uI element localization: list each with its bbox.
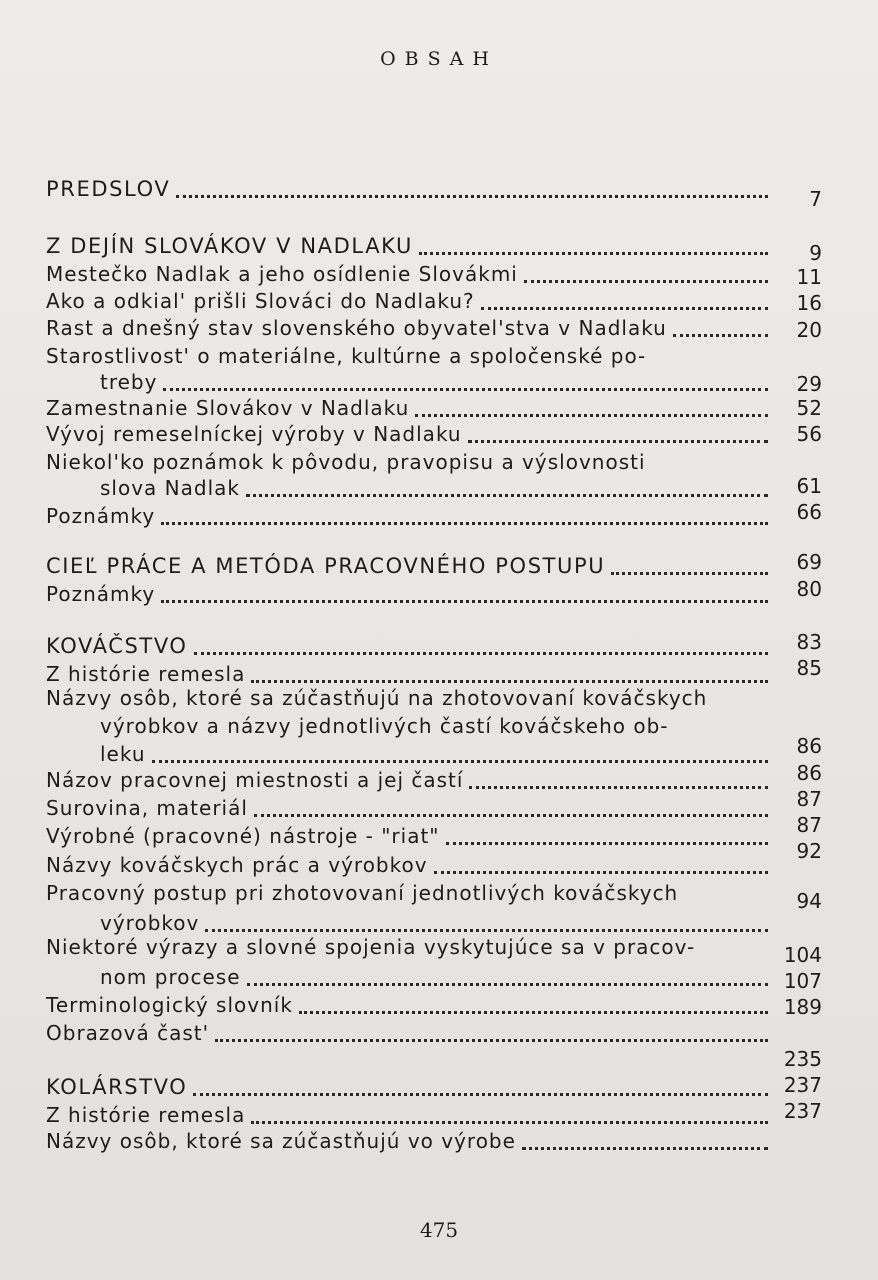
toc-entry bbox=[100, 964, 768, 990]
toc-entry bbox=[46, 1020, 768, 1046]
toc-entry: Niektoré výrazy a slovné spojenia vyskytujúce sa v pracov- bbox=[46, 935, 696, 959]
toc-section-heading bbox=[46, 1074, 768, 1100]
dot-leader bbox=[161, 592, 768, 603]
dot-leader bbox=[215, 1031, 768, 1042]
toc-entry-title: Zamestnanie Slovákov v Nadlaku bbox=[46, 396, 410, 420]
toc-entry-title: Rast a dnešný stav slovenského obyvatel'stva v Nadlaku bbox=[46, 316, 667, 340]
toc-entry-title: Názvy kováčskych prác a výrobkov bbox=[46, 853, 428, 877]
toc-entry-title: treby bbox=[100, 370, 158, 394]
toc-entry bbox=[46, 315, 768, 341]
toc-page-number: 20 bbox=[796, 318, 822, 342]
toc-page-number: 237 bbox=[783, 1099, 822, 1123]
toc-page-number: 9 bbox=[809, 241, 822, 265]
toc-entry-title: Z histórie remesla bbox=[46, 662, 246, 686]
toc-page-number: 16 bbox=[796, 291, 822, 315]
toc-entry bbox=[100, 741, 768, 767]
toc-section-heading bbox=[46, 553, 768, 579]
page-title: OBSAH bbox=[380, 48, 498, 70]
toc-entry bbox=[46, 581, 768, 607]
toc-page-number: 69 bbox=[796, 550, 822, 574]
toc-page-number: 87 bbox=[796, 787, 822, 811]
toc-entry bbox=[46, 261, 768, 287]
toc-page-number: 66 bbox=[796, 500, 822, 524]
toc-entry-title: Výrobné (pracovné) nástroje - "riat" bbox=[46, 824, 440, 848]
toc-entry-title: Terminologický slovník bbox=[46, 993, 293, 1017]
toc-entry bbox=[46, 767, 768, 793]
toc-entry-title: KOLÁRSTVO bbox=[46, 1075, 188, 1099]
toc-page-number: 7 bbox=[809, 187, 822, 211]
toc-page-number: 83 bbox=[796, 630, 822, 654]
toc-page-number: 86 bbox=[796, 734, 822, 758]
toc-entry-title: Mestečko Nadlak a jeho osídlenie Slovákmi bbox=[46, 262, 518, 286]
toc-entry-title: PREDSLOV bbox=[46, 177, 171, 201]
dot-leader bbox=[163, 380, 768, 391]
dot-leader bbox=[246, 486, 768, 497]
toc-entry: Názvy osôb, ktoré sa zúčastňujú na zhotovovaní kováčskych bbox=[46, 686, 708, 710]
toc-entry-title: Poznámky bbox=[46, 504, 156, 528]
toc-page-number: 11 bbox=[796, 265, 822, 289]
toc-page-number: 107 bbox=[783, 969, 822, 993]
toc-entry bbox=[46, 288, 768, 314]
toc-page-number: 189 bbox=[783, 995, 822, 1019]
dot-leader bbox=[251, 672, 768, 683]
page-number: 475 bbox=[419, 1218, 459, 1242]
dot-leader bbox=[522, 1139, 768, 1150]
dot-leader bbox=[419, 244, 768, 255]
toc-entry-title: výrobkov bbox=[100, 911, 200, 935]
toc-entry bbox=[46, 1102, 768, 1128]
dot-leader bbox=[247, 975, 769, 986]
toc-page-number: 29 bbox=[796, 372, 822, 396]
dot-leader bbox=[299, 1003, 768, 1014]
dot-leader bbox=[481, 299, 768, 310]
dot-leader bbox=[254, 806, 768, 817]
toc-entry bbox=[100, 369, 768, 395]
toc-page-number: 92 bbox=[796, 839, 822, 863]
toc-page-number: 61 bbox=[796, 474, 822, 498]
toc-entry-title: slova Nadlak bbox=[100, 476, 240, 500]
toc-entry bbox=[46, 992, 768, 1018]
toc-entry bbox=[46, 503, 768, 529]
toc-section-heading bbox=[46, 176, 768, 202]
toc-entry-title: leku bbox=[100, 742, 146, 766]
toc-entry bbox=[46, 852, 768, 878]
dot-leader bbox=[673, 326, 768, 337]
toc-entry: výrobkov a názvy jednotlivých častí kováčskeho ob- bbox=[100, 714, 669, 738]
toc-page-number: 237 bbox=[783, 1073, 822, 1097]
toc-entry-title: KOVÁČSTVO bbox=[46, 634, 188, 658]
toc-page-number: 87 bbox=[796, 813, 822, 837]
toc-entry-title: Názov pracovnej miestnosti a jej častí bbox=[46, 768, 464, 792]
dot-leader bbox=[611, 564, 768, 575]
toc-page-number: 235 bbox=[783, 1047, 822, 1071]
toc-entry: Pracovný postup pri zhotovovaní jednotlivých kováčskych bbox=[46, 881, 679, 905]
toc-entry-title: Poznámky bbox=[46, 582, 156, 606]
toc-entry-title: nom procese bbox=[100, 965, 241, 989]
toc-page-number: 52 bbox=[796, 396, 822, 420]
dot-leader bbox=[161, 514, 768, 525]
dot-leader bbox=[176, 187, 768, 198]
toc-page-number: 94 bbox=[796, 889, 822, 913]
toc-page-number: 80 bbox=[796, 577, 822, 601]
toc-entry bbox=[46, 421, 768, 447]
toc-page-number: 86 bbox=[796, 761, 822, 785]
toc-entry: Niekol'ko poznámok k pôvodu, pravopisu a výslovnosti bbox=[46, 450, 646, 474]
toc-page-number: 56 bbox=[796, 422, 822, 446]
dot-leader bbox=[434, 863, 768, 874]
dot-leader bbox=[468, 432, 768, 443]
dot-leader bbox=[469, 778, 768, 789]
dot-leader bbox=[524, 272, 768, 283]
toc-entry-title: Obrazová čast' bbox=[46, 1021, 210, 1045]
dot-leader bbox=[446, 834, 769, 845]
toc-entry-title: CIEĽ PRÁCE A METÓDA PRACOVNÉHO POSTUPU bbox=[46, 554, 606, 578]
toc-entry-title: Názvy osôb, ktoré sa zúčastňujú vo výrobe bbox=[46, 1129, 516, 1153]
toc-section-heading bbox=[46, 233, 768, 259]
toc-entry: Starostlivost' o materiálne, kultúrne a spoločenské po- bbox=[46, 344, 647, 368]
toc-entry bbox=[46, 661, 768, 687]
toc-entry-title: Z DEJÍN SLOVÁKOV V NADLAKU bbox=[46, 234, 413, 258]
toc-section-heading bbox=[46, 633, 768, 659]
toc-entry-title: Vývoj remeselníckej výroby v Nadlaku bbox=[46, 422, 462, 446]
toc-entry-title: Surovina, materiál bbox=[46, 796, 248, 820]
dot-leader bbox=[193, 1085, 768, 1096]
toc-entry bbox=[100, 910, 768, 936]
toc-entry bbox=[100, 475, 768, 501]
dot-leader bbox=[194, 644, 768, 655]
toc-entry bbox=[46, 395, 768, 421]
dot-leader bbox=[415, 406, 768, 417]
toc-entry-title: Ako a odkial' prišli Slováci do Nadlaku? bbox=[46, 289, 475, 313]
dot-leader bbox=[152, 752, 768, 763]
dot-leader bbox=[251, 1113, 768, 1124]
toc-entry bbox=[46, 823, 768, 849]
toc-entry-title: Z histórie remesla bbox=[46, 1103, 246, 1127]
toc-entry bbox=[46, 1128, 768, 1154]
toc-page-number: 104 bbox=[783, 943, 822, 967]
toc-page-number: 85 bbox=[796, 656, 822, 680]
dot-leader bbox=[205, 921, 768, 932]
toc-entry bbox=[46, 795, 768, 821]
